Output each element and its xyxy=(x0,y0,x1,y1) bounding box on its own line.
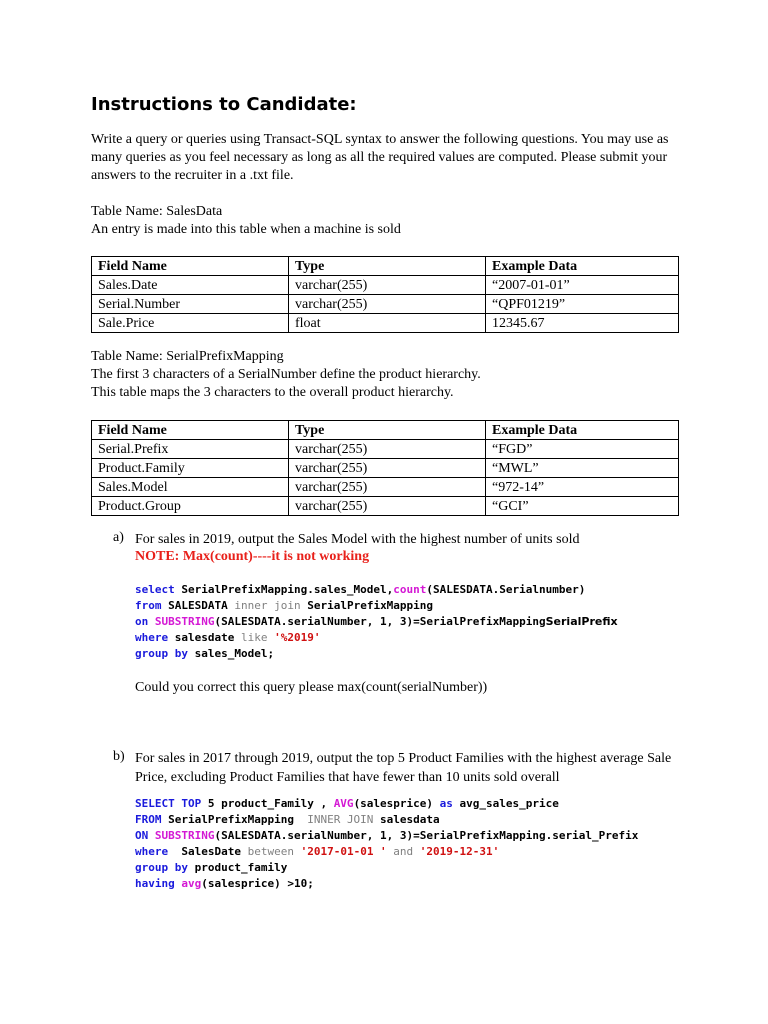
code-line xyxy=(135,614,618,630)
code-token: group by xyxy=(135,647,188,660)
table-cell: varchar(255) xyxy=(289,497,486,516)
code-token: where xyxy=(135,631,169,644)
column-header: Type xyxy=(289,421,486,440)
code-line xyxy=(135,860,638,876)
code-line xyxy=(135,828,638,844)
code-token: select xyxy=(135,583,175,596)
code-token: SerialPrefix xyxy=(545,615,618,628)
code-token: salesdate xyxy=(168,631,241,644)
code-line xyxy=(135,646,618,662)
table-cell: varchar(255) xyxy=(289,459,486,478)
question-a-label: a) xyxy=(113,530,124,545)
question-a-text: For sales in 2019, output the Sales Model with the highest number of units sold xyxy=(135,532,580,547)
table-cell: varchar(255) xyxy=(289,478,486,497)
salesdata-table xyxy=(91,256,679,333)
code-token: INNER JOIN xyxy=(307,813,374,826)
table-row xyxy=(92,478,679,497)
code-block-a xyxy=(135,582,618,662)
question-b-label: b) xyxy=(113,749,125,764)
table-cell: “QPF01219” xyxy=(486,295,679,314)
code-token: (SALESDATA.serialNumber, 1, 3)=SerialPrefixMapping.serial_Prefix xyxy=(214,829,639,842)
table-cell: Product.Family xyxy=(92,459,289,478)
column-header: Type xyxy=(289,257,486,276)
code-token: (salesprice) >10; xyxy=(201,877,314,890)
followup-text: Could you correct this query please max(count(serialNumber)) xyxy=(135,680,488,695)
code-line xyxy=(135,582,618,598)
code-token: SUBSTRING xyxy=(148,615,215,628)
table-cell: float xyxy=(289,314,486,333)
code-token: SerialPrefixMapping.sales_Model, xyxy=(174,583,394,596)
column-header: Field Name xyxy=(92,421,289,440)
code-token: (SALESDATA.Serialnumber) xyxy=(426,583,586,596)
code-token: as xyxy=(439,797,453,810)
table2-description: The first 3 characters of a SerialNumber define the product hierarchy. xyxy=(91,367,481,382)
table-header-row xyxy=(92,421,679,440)
code-token: from xyxy=(135,599,162,612)
code-token: SerialPrefixMapping xyxy=(161,813,308,826)
code-token: between xyxy=(247,845,294,858)
code-token: avg_sales_price xyxy=(452,797,559,810)
table2-description: This table maps the 3 characters to the overall product hierarchy. xyxy=(91,385,454,400)
question-b-text: For sales in 2017 through 2019, output the top 5 Product Families with the highest average Sale Price, excluding Product Families that have fewer than 10 units sold overall xyxy=(135,751,672,785)
code-token: avg xyxy=(174,877,202,890)
code-token: sales_Model; xyxy=(187,647,275,660)
code-token: product_family xyxy=(187,861,288,874)
column-header: Example Data xyxy=(486,257,679,276)
code-token: salesdata xyxy=(373,813,440,826)
code-token: SELECT TOP xyxy=(135,797,202,810)
code-token: and xyxy=(386,845,414,858)
table1-description: An entry is made into this table when a machine is sold xyxy=(91,222,401,237)
column-header: Example Data xyxy=(486,421,679,440)
table-row xyxy=(92,314,679,333)
code-token: SalesDate xyxy=(168,845,248,858)
code-token: on xyxy=(135,615,149,628)
code-line xyxy=(135,876,638,892)
table2-name: Table Name: SerialPrefixMapping xyxy=(91,349,284,364)
table-row xyxy=(92,276,679,295)
table-cell: varchar(255) xyxy=(289,276,486,295)
code-block-b xyxy=(135,796,638,892)
code-token: inner join xyxy=(234,599,301,612)
code-line xyxy=(135,796,638,812)
table1-name: Table Name: SalesData xyxy=(91,204,223,219)
code-token: like xyxy=(240,631,268,644)
table-row xyxy=(92,440,679,459)
code-token: count xyxy=(393,583,427,596)
table-cell: Sale.Price xyxy=(92,314,289,333)
page-title: Instructions to Candidate: xyxy=(91,94,357,115)
table-cell: Sales.Date xyxy=(92,276,289,295)
code-token: ON xyxy=(135,829,149,842)
table-cell: Serial.Number xyxy=(92,295,289,314)
table-cell: Product.Group xyxy=(92,497,289,516)
table-cell: “MWL” xyxy=(486,459,679,478)
table-cell: varchar(255) xyxy=(289,295,486,314)
instructions-paragraph: Write a query or queries using Transact-SQL syntax to answer the following questions. You may use as many queries as you feel necessary as long as all the required values are computed. Please submit your answers to the recruiter in a .txt file. xyxy=(91,132,669,183)
code-token: AVG xyxy=(333,797,354,810)
table-cell: “GCI” xyxy=(486,497,679,516)
code-line xyxy=(135,844,638,860)
code-token: (salesprice) xyxy=(353,797,440,810)
code-token: SerialPrefixMapping xyxy=(300,599,434,612)
code-token: '2017-01-01 ' xyxy=(293,845,387,858)
table-cell: “FGD” xyxy=(486,440,679,459)
code-line xyxy=(135,598,618,614)
table-cell: Sales.Model xyxy=(92,478,289,497)
table-header-row xyxy=(92,257,679,276)
code-line xyxy=(135,630,618,646)
table-row xyxy=(92,459,679,478)
code-line xyxy=(135,812,638,828)
code-token: 5 product_Family , xyxy=(201,797,334,810)
code-token: '2019-12-31' xyxy=(413,845,500,858)
table-cell: 12345.67 xyxy=(486,314,679,333)
code-token: (SALESDATA.serialNumber, 1, 3)=SerialPrefixMapping xyxy=(214,615,546,628)
serialprefixmapping-table xyxy=(91,420,679,516)
column-header: Field Name xyxy=(92,257,289,276)
code-token: SALESDATA xyxy=(161,599,235,612)
table-cell: Serial.Prefix xyxy=(92,440,289,459)
code-token: '%2019' xyxy=(267,631,321,644)
code-token: SUBSTRING xyxy=(148,829,215,842)
note-text: NOTE: Max(count)----it is not working xyxy=(135,549,370,564)
table-cell: “972-14” xyxy=(486,478,679,497)
table-row xyxy=(92,497,679,516)
table-cell: varchar(255) xyxy=(289,440,486,459)
table-cell: “2007-01-01” xyxy=(486,276,679,295)
table-row xyxy=(92,295,679,314)
code-token: having xyxy=(135,877,175,890)
code-token: where xyxy=(135,845,169,858)
code-token: FROM xyxy=(135,813,162,826)
code-token: group by xyxy=(135,861,188,874)
